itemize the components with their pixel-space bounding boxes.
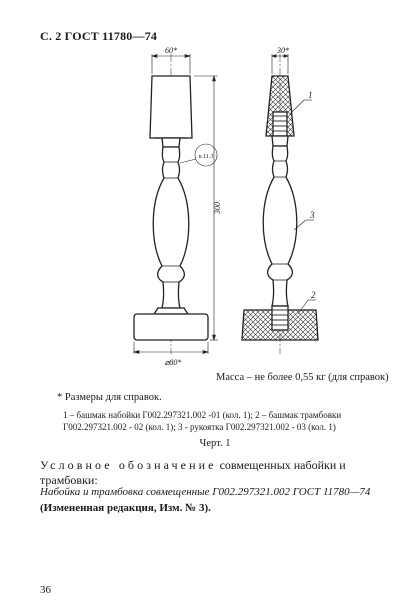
parts-legend-line-1: 1 – башмак набойки Г002.297321.002 -01 (кол. 1); 2 – башмак трамбовки (63, 410, 342, 420)
surface-mark-label: n.11.3 (198, 154, 214, 160)
dim-top-right-label: 30* (277, 46, 289, 55)
technical-drawing (118, 42, 368, 372)
callout-3: 3 (310, 210, 315, 220)
figure-caption: Черт. 1 (199, 438, 231, 449)
parts-legend-line-2: Г002.297321.002 - 02 (кол. 1); 3 - рукоятка Г002.297321.002 - 03 (кол. 1) (63, 422, 336, 432)
designation-spaced: Условное обозначение (40, 458, 217, 472)
page-header: С. 2 ГОСТ 11780—74 (40, 29, 158, 43)
dim-height-label: 300 (213, 202, 222, 214)
callout-2: 2 (311, 290, 316, 300)
revision-note: (Измененная редакция, Изм. № 3). (40, 502, 211, 514)
callout-1: 1 (308, 90, 313, 100)
mass-note: Масса – не более 0,55 кг (для справок) (216, 372, 389, 383)
designation-rest: совмещенных набойки и трамбовки: (40, 458, 346, 487)
reference-dimensions-note: * Размеры для справок. (57, 392, 162, 403)
designation-heading (40, 458, 385, 488)
dim-top-left-label: 60* (165, 46, 177, 55)
page-number: 36 (40, 584, 51, 596)
dim-bottom-label: ⌀80* (164, 358, 182, 367)
designation-example: Набойка и трамбовка совмещенные Г002.297321.002 ГОСТ 11780—74 (40, 486, 371, 498)
left-view (134, 54, 208, 354)
right-view (242, 54, 318, 354)
